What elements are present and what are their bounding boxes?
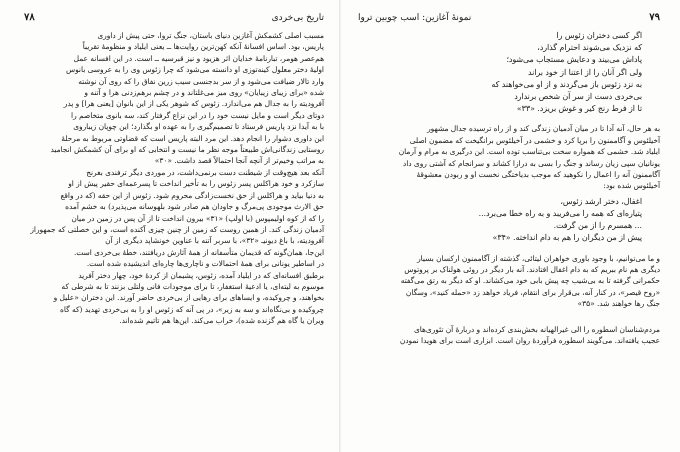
verse-line: اغفال، دختر ارشد زئوس، xyxy=(560,196,642,206)
prose-block-c xyxy=(358,324,660,347)
text-line: جنگ رها خواهند شد. «۳۵» xyxy=(577,299,660,309)
text-line: این داوری دشوار را انجام دهد. این مرد البته پاریس است که قضاوتی مربوط به مرحلهٔ xyxy=(61,133,324,143)
text-line: موسوم به لیته‌ای، یا ادعیهٔ استغفار، تا برای موجودات فانی ولتلی بزنند تا به شرطی که xyxy=(61,281,324,291)
verse-line: بی‌خردی دست از سر آن شخص برندارد xyxy=(514,92,642,102)
verse-line: اگر کسی دختران زئوس را xyxy=(556,31,642,40)
text-line: آدمیان زندگی کند. از همین روست که زمین از چنین چیزی آکنده است، و این خصلتی که جمهوراز xyxy=(30,224,324,234)
verse-block-b xyxy=(358,196,660,245)
text-line: هم‌عصر هومر، تبارنامهٔ خدایان اثر هزیود و نیز قبرسیه ــ است. در این افسانه عمل xyxy=(73,53,324,63)
text-line: وارد تالار ضیافت می‌شود و از سر بدجنسی سیب زرین نفاق را که روی آن نوشته xyxy=(78,76,324,86)
verse-block-a xyxy=(358,30,660,115)
text-line: بخواهند، و چروکیده، و ایساهای برای رهایی از بی‌خردی حاضر آورند. این دختران «علیل و xyxy=(53,293,324,303)
text-line: آخیلئوس و آگاممنون را برپا کرد و خشمی در آخیلئوس برانگیخت که مضمون اصلی xyxy=(409,135,660,145)
text-line: آنکه بعد هیچ‌وقت از شیطنت دست برنمی‌داشت، در موردی دیگر ترفندی بغرنج xyxy=(86,167,324,177)
text-line: آفرودیته، با باغ دیونیـ «۳۲»، با سربر آتنه با عناوین خونشاپد دیگری از آن xyxy=(105,236,324,246)
text-line: و ما می‌توانیم، با وجود باوری خواهران لیتائی، گذشته از آگاممنون ارکسان بسیار xyxy=(417,253,660,263)
text-line: ایلیاد شد. خشمی که همواره سخت بی‌تناسب توده است. این درگیری به مرام و آرمان xyxy=(398,147,660,157)
text-line: آگاممنون آنه را اعمال را نکوهید که موجب بدیاختگی نخست او و ربودن معشوقهٔ xyxy=(416,170,660,180)
left-page-body xyxy=(24,30,324,327)
right-page xyxy=(340,0,680,452)
verse-line: پتیاره‌ای که همه را می‌فریبد و به راه خطا می‌برد... xyxy=(478,209,642,219)
text-line: حکمرانی گرفته تا به بی‌شیب چه پیش بابی خود می‌کشاند. او که دیگر به رتق می‌گفته xyxy=(400,276,660,286)
text-line: این‌جا، همان‌گونه که قدیمان متأسفانه از همهٔ آثارش دریافتند، خطهٔ بی‌خردی است. xyxy=(73,247,324,257)
text-line: ویران یا گاه هم گزنده شده)، خراب می‌کند. این‌ها هم تاتیم شده‌اند. xyxy=(119,316,324,326)
verse-line: ... همسرم را از من گرفت. xyxy=(553,221,642,231)
text-line: به هر حال، آنه آدا تا در میان آدمیان زندگی کند و از راه ترسیده جدال مشهور xyxy=(427,124,660,134)
text-line: «روح قیصر»، در کنار آنه، بی‌قرار برای انتقام، فریاد خواهد زد «حمله کنید»، وسگان xyxy=(405,287,660,297)
verse-line: ولی اگر آنان را از اعتنا از خود براند xyxy=(528,67,642,77)
text-line: را که از کوه اولیمپوس (با اولپ) «۳۱» بیرون انداخت تا از آن پس در زمین در میان xyxy=(71,213,324,223)
text-line: اولیهٔ دختر معلول کینه‌توزی او دانسته می‌شود که چرا زئوس وی را به عروسی بانوس xyxy=(66,65,324,75)
text-line: یونانیان سپی زیان رساند و جنگ را بسی به درازا کشاند و سرانجام که آشتی روی داد xyxy=(402,158,660,168)
text-line: حق الارث موجودی پی‌مرگ و جاودان هم صادر شود بلهوسانه می‌پذیرد) به خشم آمده xyxy=(65,202,324,212)
text-line: آخیلئوس شده بود: xyxy=(603,181,660,191)
text-line: روستایی زندگانی‌اش طبیعتاً موجه نظر ما نیست و انتخابی که او برای آن کشمکش انجامید xyxy=(50,145,324,155)
left-page-number: ۷۸ xyxy=(24,12,35,23)
verse-line: پاداش می‌بیند و دعایش مستجاب می‌شود؛ xyxy=(506,55,642,65)
left-page-header xyxy=(24,12,324,24)
text-line: شده «برای زیبای زیبایان» روی میز می‌غلتاند و در چشم برهم‌زدنی هرا و آتنه و xyxy=(84,88,324,98)
verse-line: که نزدیک می‌شوند احترام گذارد، xyxy=(537,43,642,53)
text-line: پاریس، بود. اساس افسانهٔ آنکه کهن‌ترین روایت‌ها ــ یعنی ایلیاد و منظومهٔ تقریباً xyxy=(82,42,324,52)
prose-block-a xyxy=(358,123,660,191)
text-line: در اساطیر یونانی برای همهٔ احتمالات و ناچاری‌ها چاره‌ای اندیشیده شده است. xyxy=(86,259,324,269)
verse-line: پیش از من دیگران را هم به دام انداخته. «۳۴» xyxy=(492,233,642,243)
text-line: مسبب اصلی کشمکش آغازین دنیای باستان، جنگ تروا، حتی پیش از داوری xyxy=(97,31,324,40)
text-line: سازکرد و خود هراکلس پسر زئوس را به تأخیر انداخت تا پسرعمه‌ای حقیر پیش از او xyxy=(68,179,324,189)
text-line: آفرودیته را به جدال هم می‌اندازد. زئوس که شوهر یکی از این بانوان [یعنی هرا] و پدر xyxy=(63,99,324,109)
right-page-header xyxy=(358,12,660,24)
text-line: مردم‌شناسان اسطوره را الی غیرالهیانه بخش‌بندی کرده‌اند و دربارهٔ آن تئوری‌های xyxy=(414,324,660,334)
text-line: چروکیده و بی‌نگاه‌اند و سه به زیر»، در پی آنه که زئوس او را به بی‌خردی تهدید (که گاه xyxy=(60,304,324,314)
verse-line: به نزد زئوس باز می‌گردند و از او می‌خواهند که xyxy=(491,79,642,89)
right-running-title: نمونهٔ آغازین: اسب چوبین تروا xyxy=(358,13,472,23)
right-page-number: ۷۹ xyxy=(649,12,660,23)
text-line: دیگری هم نام ببریم که به دام اغفال افتادند. آنه بار دیگر در روئی هولناک بر پروتوس xyxy=(404,265,660,275)
text-line: عجیب یافته‌اند. می‌گویند اسطوره فرآوردهٔ روان است. ابزاری است برای هویدا نمودن xyxy=(399,336,660,346)
text-line: برطبق افسانه‌ای که در ایلیاد آمده، زئوس، پشیمان از کردهٔ خود، چهار دختر آفرید xyxy=(78,270,324,280)
text-line: به دنیا بیاید و هراکلس از حق نخست‌زادگی محروم شود. زئوس از این حقه (که در واقع xyxy=(60,190,324,200)
prose-block-b xyxy=(358,253,660,310)
verse-line: تا از فرط رنج کیر و غوش بریزد. «۳۳» xyxy=(516,104,642,114)
text-line: با به آیدا نزد پاریس فرستاد تا تصمیم‌گیری را به عهده او بگذارد؛ این چوپان زیباروی xyxy=(73,122,324,132)
left-running-title: تاریخ بی‌خردی xyxy=(271,13,324,23)
text-line: دوتای دیگر است و مایل نیست خود را در این نزاع گرفتار کند، سه بانوی متخاصم را xyxy=(71,110,324,120)
text-line: به مراتب وخیم‌تر از آنچه آنجا احتمالاً قصد داشت. «۳۰» xyxy=(154,156,324,166)
